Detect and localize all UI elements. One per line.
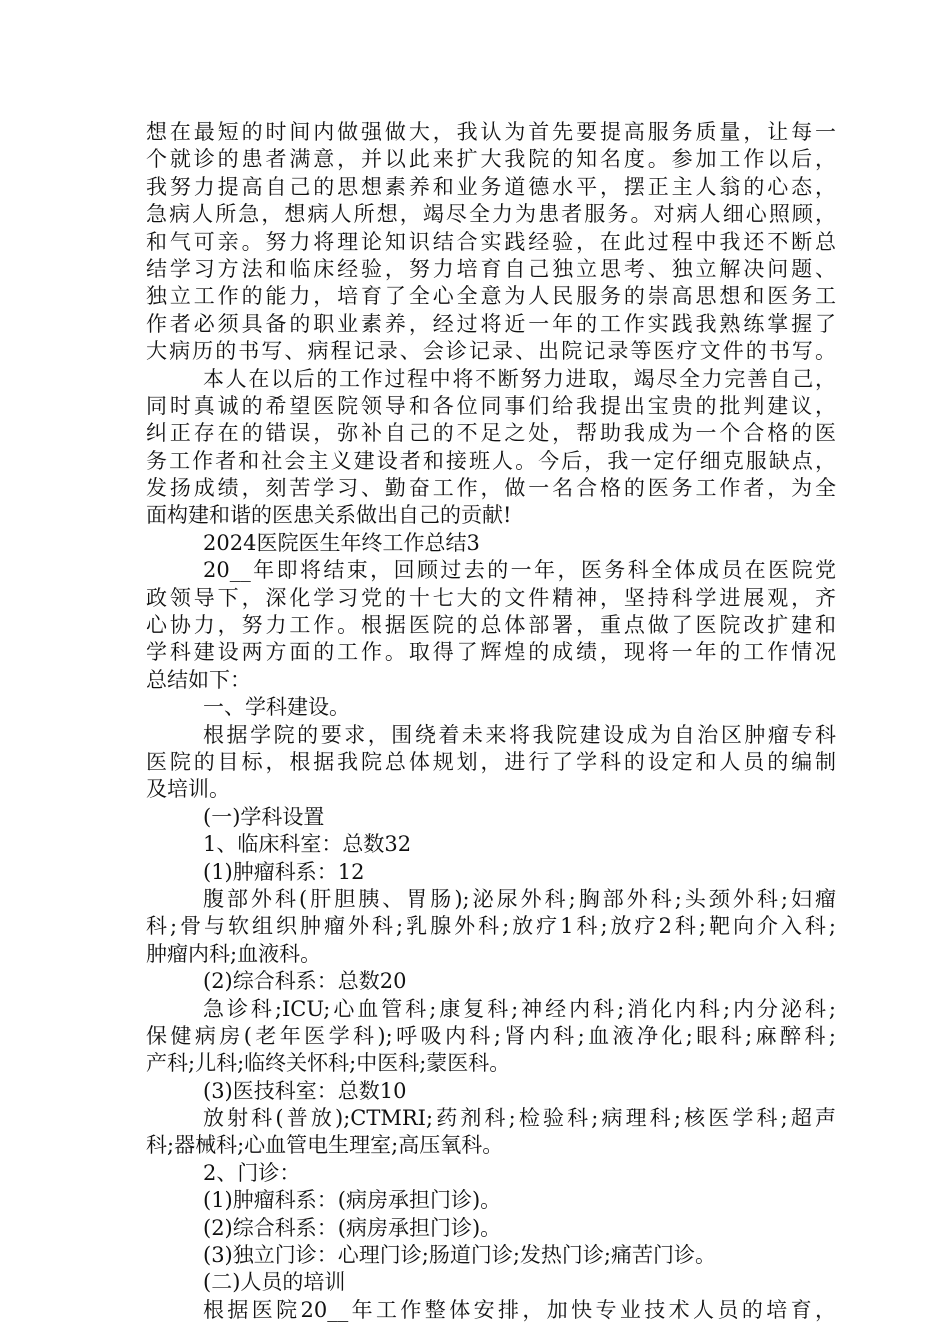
- text-line: 学科建设两方面的工作。取得了辉煌的成绩，现将一年的工作情况: [146, 640, 836, 665]
- text-line: 肿瘤内科;血液科。: [146, 941, 322, 966]
- text-line: 科;器械科;心血管电生理室;高压氧科。: [146, 1133, 504, 1158]
- text-line: (1)肿瘤科系：12: [203, 859, 365, 884]
- text-line: 放射科(普放);CTMRI;药剂科;检验科;病理科;核医学科;超声: [203, 1106, 836, 1131]
- text-line: 及培训。: [146, 777, 230, 802]
- text-line: 一、学科建设。: [203, 695, 350, 720]
- text-line: 1、临床科室：总数32: [203, 832, 412, 857]
- text-line: 纠正存在的错误，弥补自己的不足之处，帮助我成为一个合格的医: [146, 421, 836, 446]
- text-line: 急诊科;ICU;心血管科;康复科;神经内科;消化内科;内分泌科;: [203, 996, 836, 1021]
- text-line: 心协力，努力工作。根据医院的总体部署，重点做了医院改扩建和: [146, 613, 836, 638]
- text-line: 医院的目标，根据我院总体规划，进行了学科的设定和人员的编制: [146, 749, 836, 774]
- text-line: 本人在以后的工作过程中将不断努力进取，竭尽全力完善自己，: [203, 366, 836, 391]
- text-line: 2024医院医生年终工作总结3: [203, 530, 480, 555]
- text-line: (3)医技科室：总数10: [203, 1078, 407, 1103]
- text-line: 独立工作的能力，培育了全心全意为人民服务的崇高思想和医务工: [146, 284, 836, 309]
- text-line: (2)综合科系：(病房承担门诊)。: [203, 1215, 502, 1240]
- text-line: 腹部外科(肝胆胰、胃肠);泌尿外科;胸部外科;头颈外科;妇瘤: [203, 886, 836, 911]
- text-line: 面构建和谐的医患关系做出自己的贡献!: [146, 503, 512, 528]
- text-line: 20__年即将结束，回顾过去的一年，医务科全体成员在医院党: [203, 558, 836, 583]
- text-line: 结学习方法和临床经验，努力培育自己独立思考、独立解决问题、: [146, 256, 836, 281]
- text-line: 想在最短的时间内做强做大，我认为首先要提高服务质量，让每一: [146, 120, 836, 144]
- text-line: 总结如下：: [146, 667, 251, 692]
- text-line: 大病历的书写、病程记录、会诊记录、出院记录等医疗文件的书写。: [146, 339, 836, 364]
- text-line: 2、门诊：: [203, 1160, 301, 1185]
- text-line: (一)学科设置: [203, 804, 325, 829]
- text-line: 发扬成绩，刻苦学习、勤奋工作，做一名合格的医务工作者，为全: [146, 476, 836, 501]
- text-line: 产科;儿科;临终关怀科;中医科;蒙医科。: [146, 1051, 511, 1076]
- text-line: (二)人员的培训: [203, 1270, 346, 1295]
- text-line: 保健病房(老年医学科);呼吸内科;肾内科;血液净化;眼科;麻醉科;: [146, 1023, 836, 1048]
- text-line: 务工作者和社会主义建设者和接班人。今后，我一定仔细克服缺点，: [146, 448, 836, 473]
- text-line: 我努力提高自己的思想素养和业务道德水平，摆正主人翁的心态，: [146, 174, 836, 199]
- text-line: 同时真诚的希望医院领导和各位同事们给我提出宝贵的批判建议，: [146, 393, 836, 418]
- text-line: (1)肿瘤科系：(病房承担门诊)。: [203, 1188, 502, 1213]
- text-line: 根据学院的要求，围绕着未来将我院建设成为自治区肿瘤专科: [203, 722, 836, 747]
- text-line: 个就诊的患者满意，并以此来扩大我院的知名度。参加工作以后，: [146, 147, 836, 172]
- document-body: [146, 119, 836, 1324]
- text-line: 政领导下，深化学习党的十七大的文件精神，坚持科学进展观，齐: [146, 585, 836, 610]
- text-line: 作者必须具备的职业素养，经过将近一年的工作实践我熟练掌握了: [146, 311, 836, 336]
- text-line: 根据医院20__年工作整体安排，加快专业技术人员的培育，: [203, 1297, 836, 1322]
- text-line: (2)综合科系：总数20: [203, 969, 407, 994]
- text-line: 急病人所急，想病人所想，竭尽全力为患者服务。对病人细心照顾，: [146, 202, 836, 227]
- text-line: 科;骨与软组织肿瘤外科;乳腺外科;放疗1科;放疗2科;靶向介入科;: [146, 914, 836, 939]
- text-line: 和气可亲。努力将理论知识结合实践经验，在此过程中我还不断总: [146, 229, 836, 254]
- text-line: (3)独立门诊：心理门诊;肠道门诊;发热门诊;痛苦门诊。: [203, 1243, 716, 1268]
